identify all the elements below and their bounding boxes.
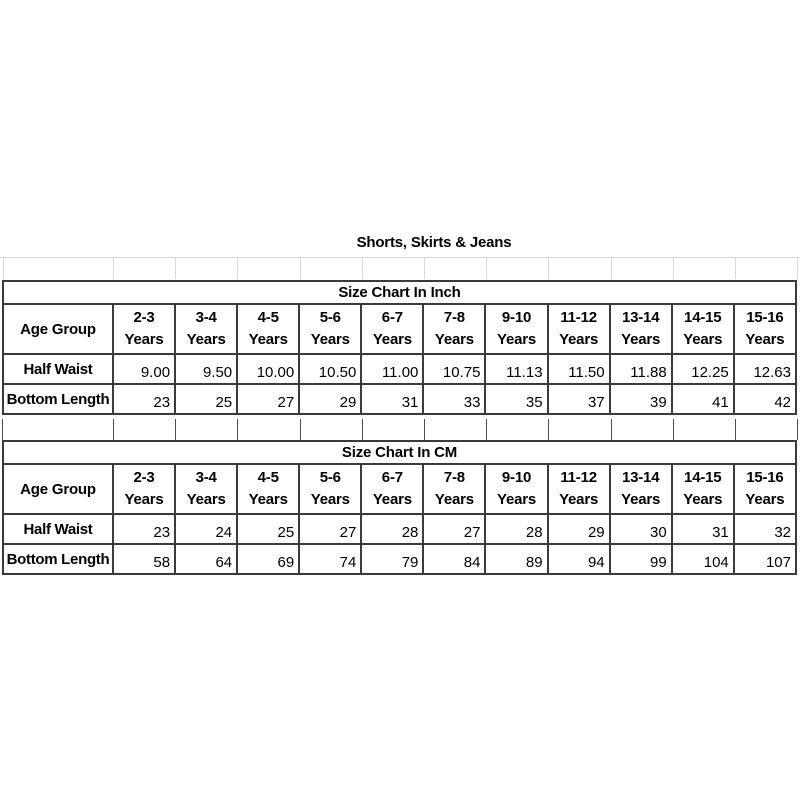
row-label: Bottom Length — [3, 544, 113, 574]
value-cell: 10.50 — [299, 354, 361, 384]
value-cell: 11.13 — [485, 354, 547, 384]
value-cell: 28 — [361, 514, 423, 544]
grid-cell — [487, 258, 549, 279]
age-column-header: 13-14 Years — [610, 464, 672, 514]
spacer-row — [2, 419, 798, 440]
age-column-header: 13-14 Years — [610, 304, 672, 354]
age-group-header: Age Group — [3, 464, 113, 514]
grid-cell — [301, 419, 363, 440]
value-cell: 11.88 — [610, 354, 672, 384]
age-column-header: 2-3 Years — [113, 464, 175, 514]
value-cell: 30 — [610, 514, 672, 544]
age-column-header: 15-16 Years — [734, 304, 796, 354]
value-cell: 24 — [175, 514, 237, 544]
age-column-header: 14-15 Years — [672, 304, 734, 354]
value-cell: 12.25 — [672, 354, 734, 384]
value-cell: 10.00 — [237, 354, 299, 384]
age-column-header: 3-4 Years — [175, 464, 237, 514]
size-chart-inch-table — [2, 280, 797, 415]
size-chart-cm-table — [2, 440, 797, 575]
grid-cell — [363, 419, 425, 440]
table-row — [3, 514, 796, 544]
age-column-header: 7-8 Years — [423, 464, 485, 514]
value-cell: 104 — [672, 544, 734, 574]
value-cell: 69 — [237, 544, 299, 574]
table-title: Size Chart In Inch — [3, 281, 796, 304]
grid-cell — [4, 258, 114, 279]
value-cell: 74 — [299, 544, 361, 574]
value-cell: 27 — [299, 514, 361, 544]
age-column-header: 14-15 Years — [672, 464, 734, 514]
grid-cell — [363, 258, 425, 279]
age-header-row — [3, 464, 796, 514]
grid-cell — [549, 258, 611, 279]
value-cell: 29 — [548, 514, 610, 544]
grid-cell — [3, 419, 114, 440]
age-column-header: 6-7 Years — [361, 464, 423, 514]
value-cell: 29 — [299, 384, 361, 414]
grid-cell — [176, 419, 238, 440]
spreadsheet-grid-row — [3, 258, 798, 279]
value-cell: 79 — [361, 544, 423, 574]
value-cell: 11.00 — [361, 354, 423, 384]
value-cell: 31 — [361, 384, 423, 414]
value-cell: 39 — [610, 384, 672, 414]
grid-cell — [425, 419, 487, 440]
grid-cell — [549, 419, 611, 440]
value-cell: 31 — [672, 514, 734, 544]
age-column-header: 11-12 Years — [548, 304, 610, 354]
grid-cell — [301, 258, 363, 279]
age-column-header: 3-4 Years — [175, 304, 237, 354]
value-cell: 32 — [734, 514, 796, 544]
value-cell: 23 — [113, 384, 175, 414]
grid-cell — [612, 258, 674, 279]
table-row — [3, 354, 796, 384]
value-cell: 25 — [237, 514, 299, 544]
age-column-header: 11-12 Years — [548, 464, 610, 514]
grid-cell — [114, 419, 176, 440]
age-column-header: 2-3 Years — [113, 304, 175, 354]
value-cell: 10.75 — [423, 354, 485, 384]
value-cell: 27 — [237, 384, 299, 414]
grid-cell — [238, 419, 300, 440]
age-column-header: 5-6 Years — [299, 464, 361, 514]
grid-cell — [114, 258, 176, 279]
value-cell: 58 — [113, 544, 175, 574]
grid-cell — [674, 258, 736, 279]
row-label: Bottom Length — [3, 384, 113, 414]
value-cell: 9.00 — [113, 354, 175, 384]
value-cell: 107 — [734, 544, 796, 574]
age-header-row — [3, 304, 796, 354]
row-label: Half Waist — [3, 354, 113, 384]
value-cell: 37 — [548, 384, 610, 414]
age-column-header: 4-5 Years — [237, 304, 299, 354]
grid-cell — [736, 258, 798, 279]
table-title: Size Chart In CM — [3, 441, 796, 464]
value-cell: 42 — [734, 384, 796, 414]
value-cell: 84 — [423, 544, 485, 574]
grid-cell — [612, 419, 674, 440]
age-group-header: Age Group — [3, 304, 113, 354]
value-cell: 27 — [423, 514, 485, 544]
age-column-header: 6-7 Years — [361, 304, 423, 354]
value-cell: 89 — [485, 544, 547, 574]
age-column-header: 7-8 Years — [423, 304, 485, 354]
grid-cell — [487, 419, 549, 440]
value-cell: 41 — [672, 384, 734, 414]
age-column-header: 9-10 Years — [485, 304, 547, 354]
table-title-row — [3, 281, 796, 304]
value-cell: 35 — [485, 384, 547, 414]
table-title-row — [3, 441, 796, 464]
grid-cell — [238, 258, 300, 279]
row-label: Half Waist — [3, 514, 113, 544]
grid-cell — [425, 258, 487, 279]
value-cell: 9.50 — [175, 354, 237, 384]
grid-cell — [674, 419, 736, 440]
age-column-header: 5-6 Years — [299, 304, 361, 354]
page-title: Shorts, Skirts & Jeans — [356, 234, 512, 251]
value-cell: 11.50 — [548, 354, 610, 384]
value-cell: 33 — [423, 384, 485, 414]
value-cell: 28 — [485, 514, 547, 544]
table-row — [3, 544, 796, 574]
grid-cell — [176, 258, 238, 279]
value-cell: 25 — [175, 384, 237, 414]
value-cell: 64 — [175, 544, 237, 574]
value-cell: 94 — [548, 544, 610, 574]
table-row — [3, 384, 796, 414]
value-cell: 99 — [610, 544, 672, 574]
grid-cell — [736, 419, 798, 440]
age-column-header: 9-10 Years — [485, 464, 547, 514]
age-column-header: 4-5 Years — [237, 464, 299, 514]
value-cell: 23 — [113, 514, 175, 544]
age-column-header: 15-16 Years — [734, 464, 796, 514]
value-cell: 12.63 — [734, 354, 796, 384]
